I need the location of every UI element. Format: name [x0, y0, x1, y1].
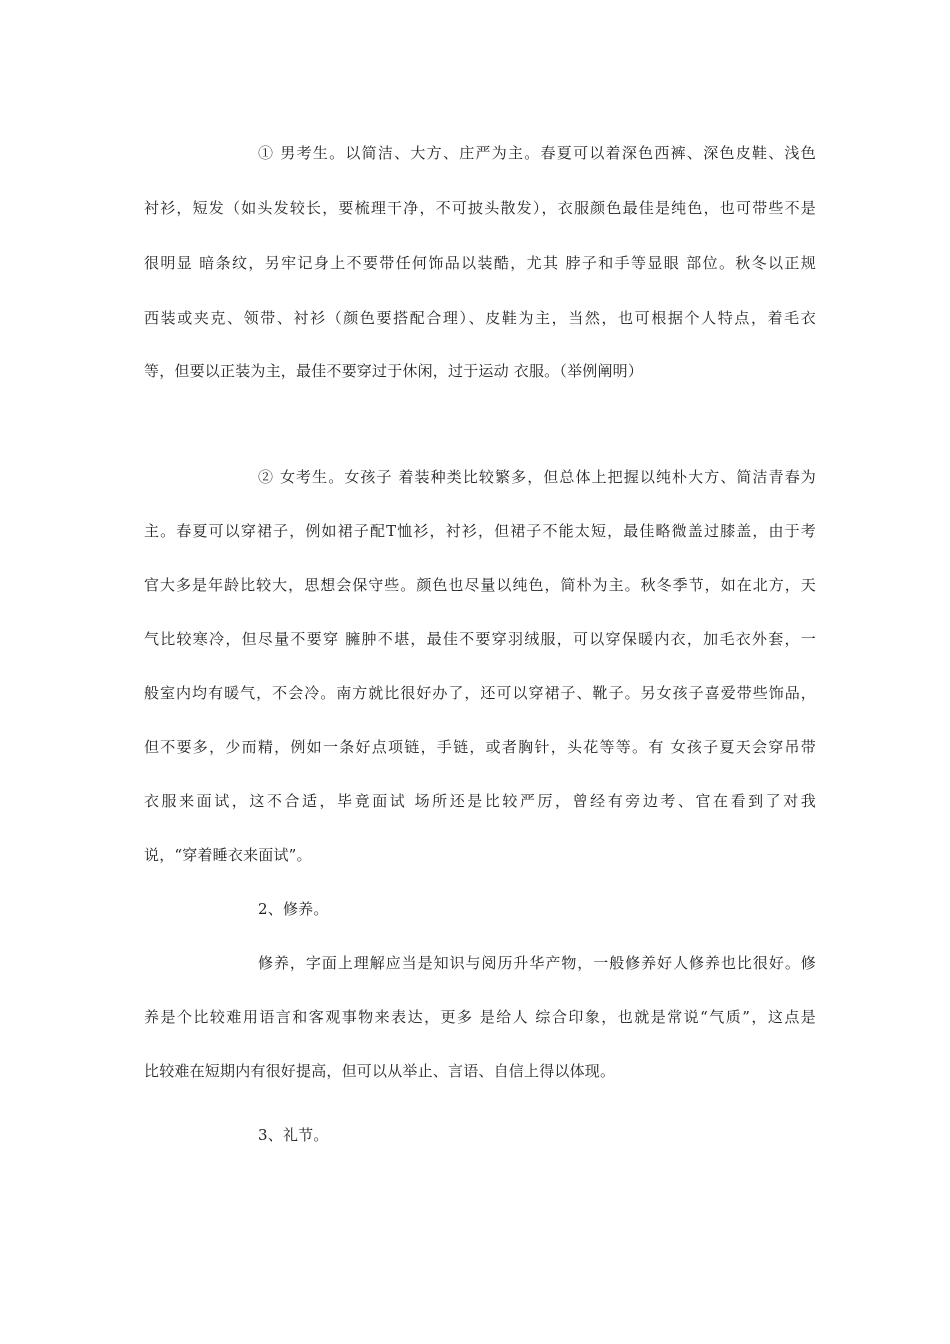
cultivation-line-3: 比较难在短期内有很好提高，但可以从举止、言语、自信上得以体现。 [144, 1062, 616, 1080]
male-section-line-3: 很明显 暗条纹，另牢记身上不要带任何饰品以装酷，尤其 脖子和手等显眼 部位。秋冬以正规 [144, 254, 816, 272]
female-section-line-7: 衣服来面试，这不合适，毕竟面试 场所还是比较严厉，曾经有旁边考、官在看到了对我 [144, 792, 816, 810]
female-section-line-6: 但不要多，少而精，例如一条好点项链，手链，或者胸针，头花等等。有 女孩子夏天会穿吊带 [144, 738, 816, 756]
female-section-line-5: 般室内均有暖气，不会冷。南方就比很好办了，还可以穿裙子、靴子。另女孩子喜爱带些饰品， [144, 684, 816, 702]
female-section-line-1: ② 女考生。女孩子 着装种类比较繁多，但总体上把握以纯朴大方、简洁青春为 [258, 468, 816, 486]
male-section-line-4: 西装或夹克、领带、衬衫（颜色要搭配合理）、皮鞋为主，当然，也可根据个人特点，着毛衣 [144, 309, 816, 327]
male-section-line-2: 衬衫，短发（如头发较长，要梳理干净，不可披头散发），衣服颜色最佳是纯色，也可带些不是 [144, 199, 816, 217]
male-section-line-5: 等，但要以正装为主，最佳不要穿过于休闲，过于运动 衣服。（举例阐明） [144, 362, 644, 380]
cultivation-line-2: 养是个比较难用语言和客观事物来表达，更多 是给人 综合印象，也就是常说“气质”，这点是 [144, 1008, 816, 1026]
female-section-line-2: 主。春夏可以穿裙子，例如裙子配T恤衫，衬衫，但裙子不能太短，最佳略微盖过膝盖，由于考 [144, 522, 816, 540]
heading-etiquette: 3、礼节。 [258, 1126, 329, 1144]
cultivation-line-1: 修养，字面上理解应当是知识与阅历升华产物，一般修养好人修养也比很好。修 [258, 954, 816, 972]
female-section-line-3: 官大多是年龄比较大，思想会保守些。颜色也尽量以纯色，简朴为主。秋冬季节，如在北方，天 [144, 576, 816, 594]
female-section-line-8: 说，“穿着睡衣来面试”。 [144, 846, 312, 864]
heading-cultivation: 2、修养。 [258, 900, 329, 918]
female-section-line-4: 气比较寒冷，但尽量不要穿 臃肿不堪，最佳不要穿羽绒服，可以穿保暖内衣，加毛衣外套，一 [144, 630, 816, 648]
male-section-line-1: ① 男考生。以简洁、大方、庄严为主。春夏可以着深色西裤、深色皮鞋、浅色 [258, 144, 816, 162]
